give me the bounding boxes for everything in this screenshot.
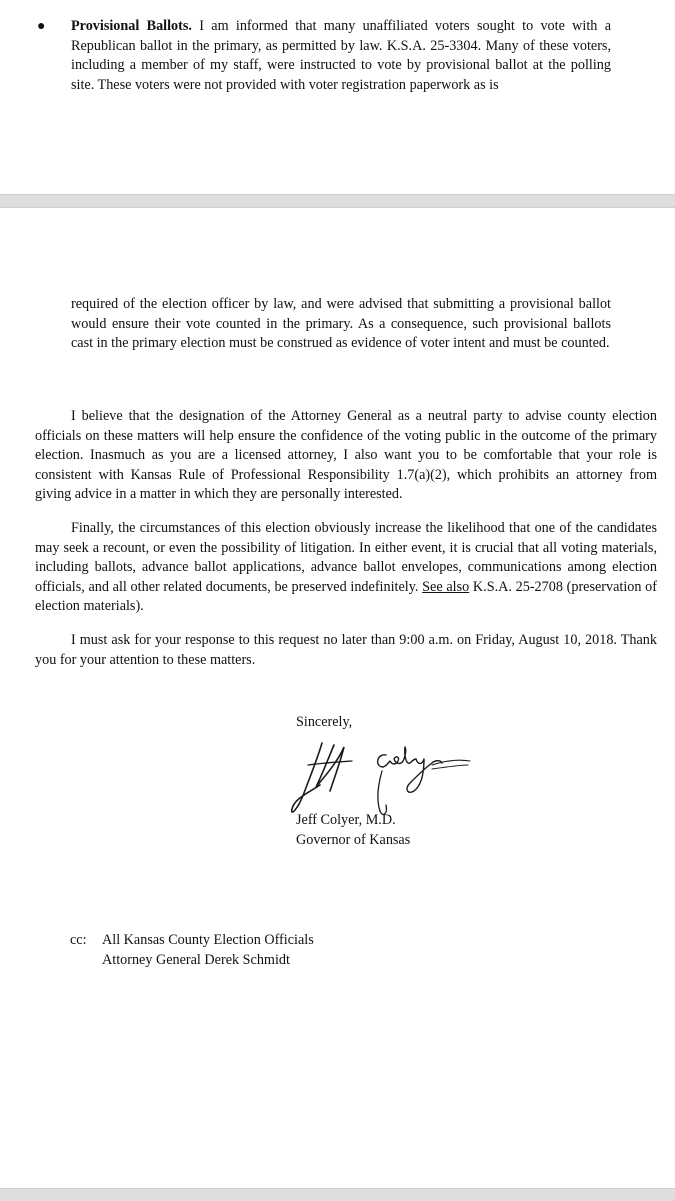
response-text: I must ask for your response to this request no later than 9:00 a.m. on Friday, August 10, 2018. Thank you for your attention to these matters. bbox=[35, 632, 657, 668]
provisional-ballots-paragraph bbox=[71, 17, 611, 95]
signer-title: Governor of Kansas bbox=[296, 832, 411, 848]
provisional-ballots-heading: Provisional Ballots. bbox=[71, 18, 192, 34]
response-paragraph bbox=[35, 631, 657, 670]
provisional-ballots-text: I am informed that many unaffiliated voters sought to vote with a Republican ballot in the primary, as permitted by law. K.S.A. 25-3304. Many of these voters, including a member of my staff, were instructed to vote by provisional ballot at the polling site. These voters were not provided with voter registration paperwork as is bbox=[71, 18, 611, 93]
page-divider bbox=[0, 194, 675, 208]
recount-text: Finally, the circumstances of this election obviously increase the likelihood that one of the candidates may seek a recount, or even the possibility of litigation. In either event, it is crucial that all voting materials, including ballots, advance ballot applications, advance ballot envelopes, communications among election officials, and all other related documents, be preserved indefinitely. bbox=[35, 520, 657, 595]
page-bottom bbox=[0, 208, 675, 1188]
bullet-icon: ● bbox=[37, 19, 46, 34]
signer-name: Jeff Colyer, M.D. bbox=[296, 812, 396, 828]
page-top-fragment bbox=[0, 0, 675, 194]
attorney-general-text: I believe that the designation of the Attorney General as a neutral party to advise county election officials on these matters will help ensure the confidence of the voting public in the outcome of the primary election. Inasmuch as you are a licensed attorney, I also want you to be comfortable that your role is consistent with Kansas Rule of Professional Responsibility 1.7(a)(2), which prohibits an attorney from giving advice in a matter in which they are personally interested. bbox=[35, 408, 657, 503]
cc-label: cc: bbox=[70, 932, 87, 948]
page-divider-bottom bbox=[0, 1188, 675, 1201]
recount-paragraph bbox=[35, 519, 657, 617]
recount-citation-text: K.S.A. 25-2708 (preservation of election materials). bbox=[35, 578, 658, 615]
cc-recipient-2: Attorney General Derek Schmidt bbox=[102, 952, 290, 968]
salutation: Sincerely, bbox=[296, 714, 353, 730]
signature-image bbox=[282, 735, 472, 823]
attorney-general-paragraph bbox=[35, 407, 657, 505]
see-also-citation: See also bbox=[422, 578, 470, 595]
cc-recipient-1: All Kansas County Election Officials bbox=[102, 932, 314, 948]
provisional-ballots-continued: required of the election officer by law, and were advised that submitting a provisional ballot would ensure their vote counted in the primary. As a consequence, such provisional ballots cast in the primary election must be construed as evidence of voter intent and must be counted. bbox=[71, 296, 611, 352]
